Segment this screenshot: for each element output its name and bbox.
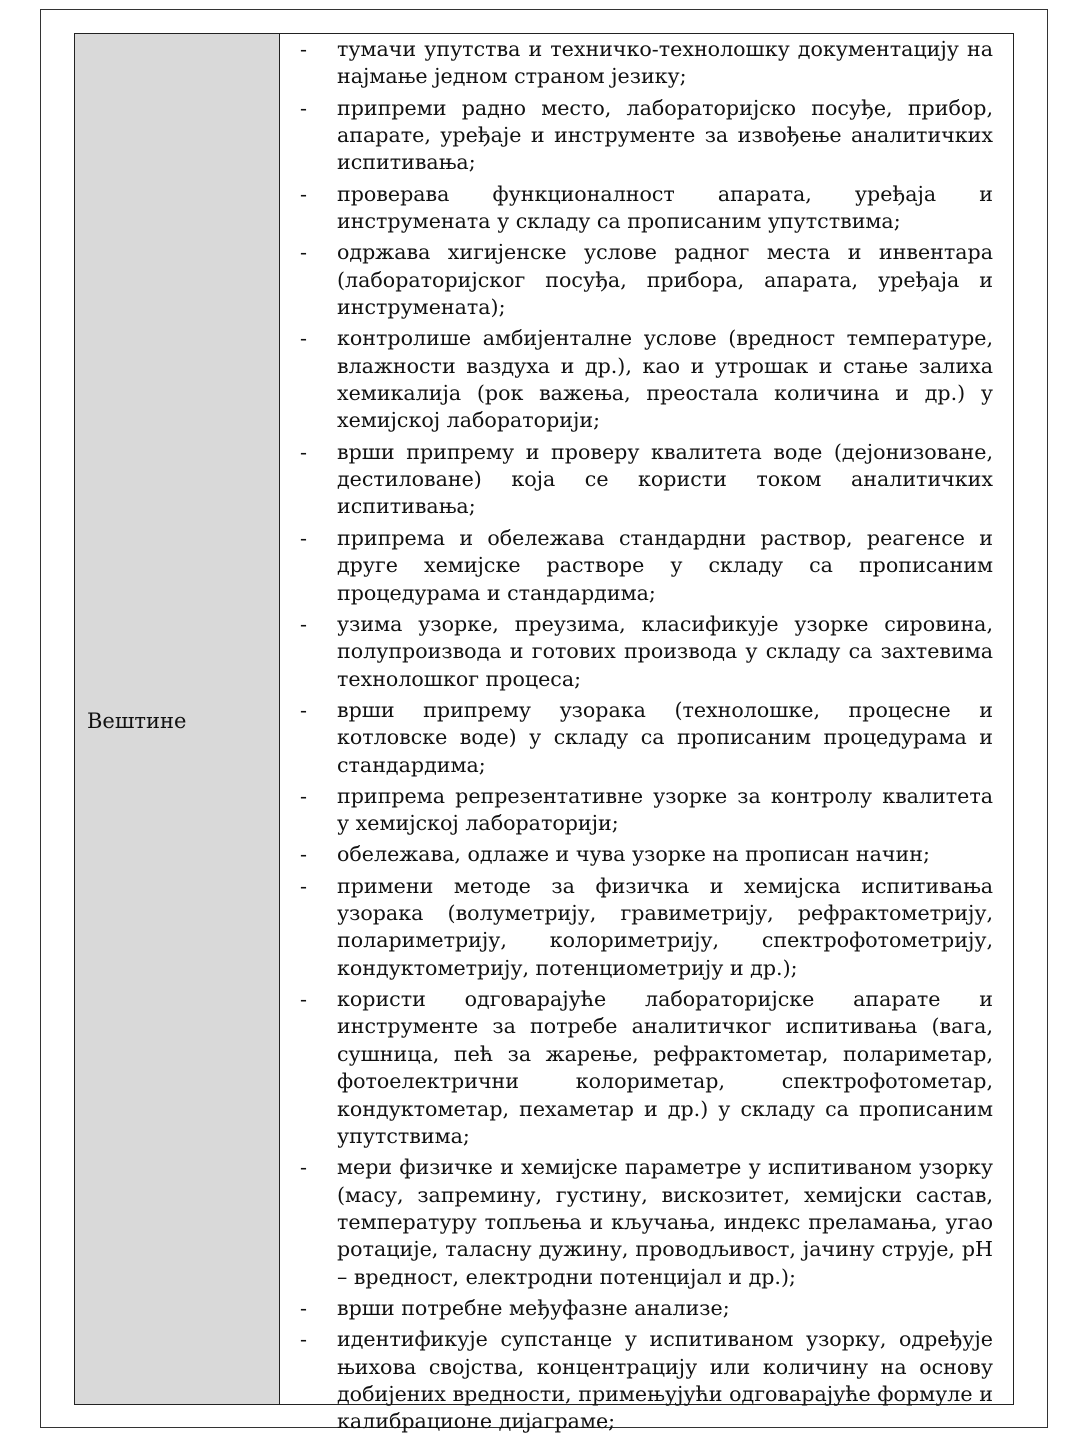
list-item: - идентификује супстанце у испитиваном узорку, одређује њихова својства, концентрацију или количину на основу добијених вредности, примењујући одговарајуће формуле и калибрационе дијаграме;: [296, 1326, 993, 1436]
list-item: - припрема репрезентативне узорке за контролу квалитета у хемијској лабораторији;: [296, 783, 993, 838]
list-item: - обележава, одлаже и чува узорке на прописан начин;: [296, 841, 993, 868]
skills-list: [296, 36, 993, 1436]
list-item: - мери физичке и хемијске параметре у испитиваном узорку (масу, запремину, густину, вискозитет, хемијски састав, температуру топљења и кључања, индекс преламања, угао ротације, таласну дужину, проводљивост, јачину струје, pH – вредност, електродни потенцијал и др.);: [296, 1154, 993, 1291]
section-label: Вештине: [87, 708, 187, 733]
list-item: - користи одговарајуће лабораторијске апарате и инструменте за потребе аналитичког испитивања (вага, сушница, пећ за жарење, рефрактометар, полариметар, фотоелектрични колориметар, спектрофотометар, кондуктометар, пехаметар и др.) у складу са прописаним упутствима;: [296, 986, 993, 1150]
list-item: - тумачи упутства и техничко-технолошку документацију на најмање једном страном језику;: [296, 36, 993, 91]
list-item: - проверава функционалност апарата, уређаја и инструмената у складу са прописаним упутствима;: [296, 181, 993, 236]
list-item: - узима узорке, преузима, класификује узорке сировина, полупроизвода и готових производа у складу са захтевима технолошког процеса;: [296, 611, 993, 693]
label-cell: [75, 34, 280, 1404]
list-item: - припрема и обележава стандардни раствор, реагенсе и друге хемијске растворе у складу са прописаним процедурама и стандардима;: [296, 525, 993, 607]
list-item: - врши припрему узорака (технолошке, процесне и котловске воде) у складу са прописаним процедурама и стандардима;: [296, 697, 993, 779]
list-item: - врши потребне међуфазне анализе;: [296, 1295, 993, 1322]
list-item: - одржава хигијенске услове радног места и инвентара (лабораторијског посуђа, прибора, апарата, уређаја и инструмената);: [296, 239, 993, 321]
skills-table: [74, 33, 1014, 1434]
list-item: - примени методе за физичка и хемијска испитивања узорака (волуметрију, гравиметрију, рефрактометрију, полариметрију, колориметрију, спектрофотометрију, кондуктометрију, потенциометрију и др.);: [296, 873, 993, 983]
list-item: - припреми радно место, лабораторијско посуђе, прибор, апарате, уређаје и инструменте за извођење аналитичких испитивања;: [296, 95, 993, 177]
content-cell: [280, 34, 1013, 1434]
list-item: - контролише амбијенталне услове (вредност температуре, влажности ваздуха и др.), као и утрошак и стање залиха хемикалија (рок важења, преостала количина и др.) у хемијској лабораторији;: [296, 325, 993, 435]
list-item: - врши припрему и проверу квалитета воде (дејонизоване, дестиловане) која се користи током аналитичких испитивања;: [296, 439, 993, 521]
